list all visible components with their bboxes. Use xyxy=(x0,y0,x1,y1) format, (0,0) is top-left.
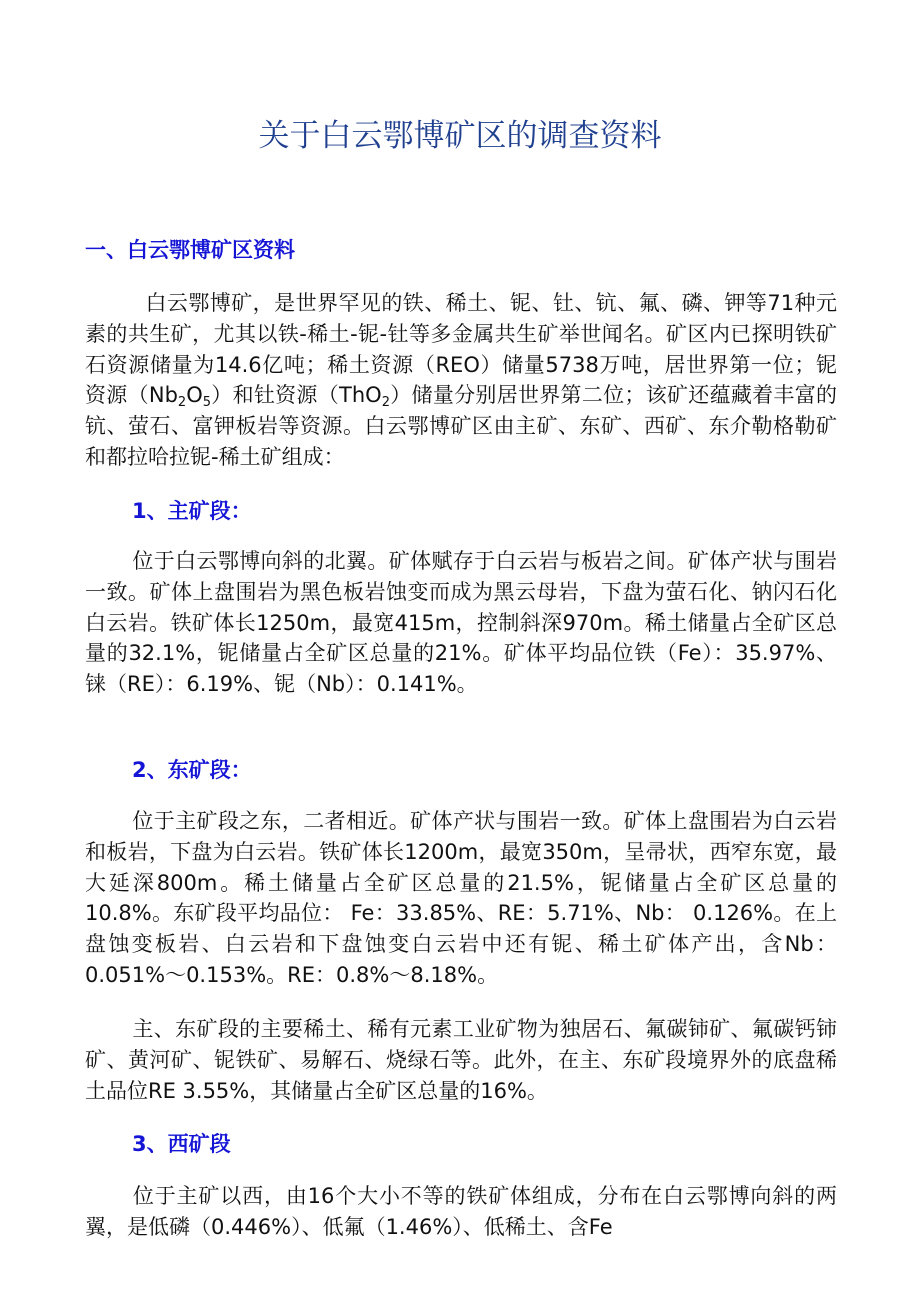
west-section-text: 位于主矿以西，由16个大小不等的铁矿体组成，分布在白云鄂博向斜的两翼，是低磷（0.446%）、低氟（1.46%）、低稀土、含Fe xyxy=(85,1184,837,1239)
intro-paragraph xyxy=(85,288,837,473)
west-section-paragraph xyxy=(85,1181,837,1243)
intro-text-part3: ）和钍资源（ThO xyxy=(211,383,382,408)
intro-text-part1: 白云鄂博矿，是世界罕见的铁、稀土、铌、钍、钪、氟、磷、钾等71种元素的共生矿，尤其以铁-稀土-铌-钍等多金属共生矿举世闻名。矿区内已探明铁矿石资源储量为14.6亿吨；稀土资源（REO）储量5738万吨，居世界第一位；铌资源（Nb xyxy=(85,291,837,408)
section-heading-mining-area: 一、白云鄂博矿区资料 xyxy=(85,238,295,262)
document-title: 关于白云鄂博矿区的调查资料 xyxy=(258,118,662,154)
intro-text-part4: ）储量分别居世界第二位；该矿还蕴藏着丰富的钪、萤石、富钾板岩等资源。白云鄂博矿区由主矿、东矿、西矿、东介勒格勒矿和都拉哈拉铌-稀土矿组成： xyxy=(85,383,838,469)
east-section-paragraph xyxy=(85,806,837,991)
nb-subscript-1: 2 xyxy=(177,395,187,411)
east-section-text: 位于主矿段之东，二者相近。矿体产状与围岩一致。矿体上盘围岩为白云岩和板岩，下盘为白云岩。铁矿体长1200m，最宽350m，呈帚状，西窄东宽，最大延深800m。稀土储量占全矿区总量的21.5%，铌储量占全矿区总量的10.8%。东矿段平均品位： Fe：33.85%、RE：5.71%、Nb： 0.126%。在上盘蚀变板岩、白云岩和下盘蚀变白云岩中还有铌、稀土矿体产出，含Nb：0.051%～0.153%。RE：0.8%～8.18%。 xyxy=(85,809,837,987)
main-section-heading: 1、主矿段： xyxy=(132,499,252,523)
west-section-heading: 3、西矿段 xyxy=(132,1132,231,1156)
th-subscript: 2 xyxy=(381,395,390,411)
east-section-minerals-paragraph xyxy=(85,1014,837,1106)
east-section-minerals-text: 主、东矿段的主要稀土、稀有元素工业矿物为独居石、氟碳铈矿、氟碳钙铈矿、黄河矿、铌铁矿、易解石、烧绿石等。此外，在主、东矿段境界外的底盘稀土品位RE 3.55%，其储量占全矿区总量的16%。 xyxy=(85,1017,837,1103)
east-section-heading: 2、东矿段： xyxy=(132,758,252,782)
main-section-paragraph xyxy=(85,546,837,700)
main-section-text: 位于白云鄂博向斜的北翼。矿体赋存于白云岩与板岩之间。矿体产状与围岩一致。矿体上盘围岩为黑色板岩蚀变而成为黑云母岩，下盘为萤石化、钠闪石化白云岩。铁矿体长1250m，最宽415m，控制斜深970m。稀土储量占全矿区总量的32.1%，铌储量占全矿区总量的21%。矿体平均品位铁（Fe）：35.97%、铼（RE）：6.19%、铌（Nb）：0.141%。 xyxy=(85,549,837,697)
intro-text-part2: O xyxy=(186,383,203,408)
nb-subscript-2: 5 xyxy=(202,395,211,411)
